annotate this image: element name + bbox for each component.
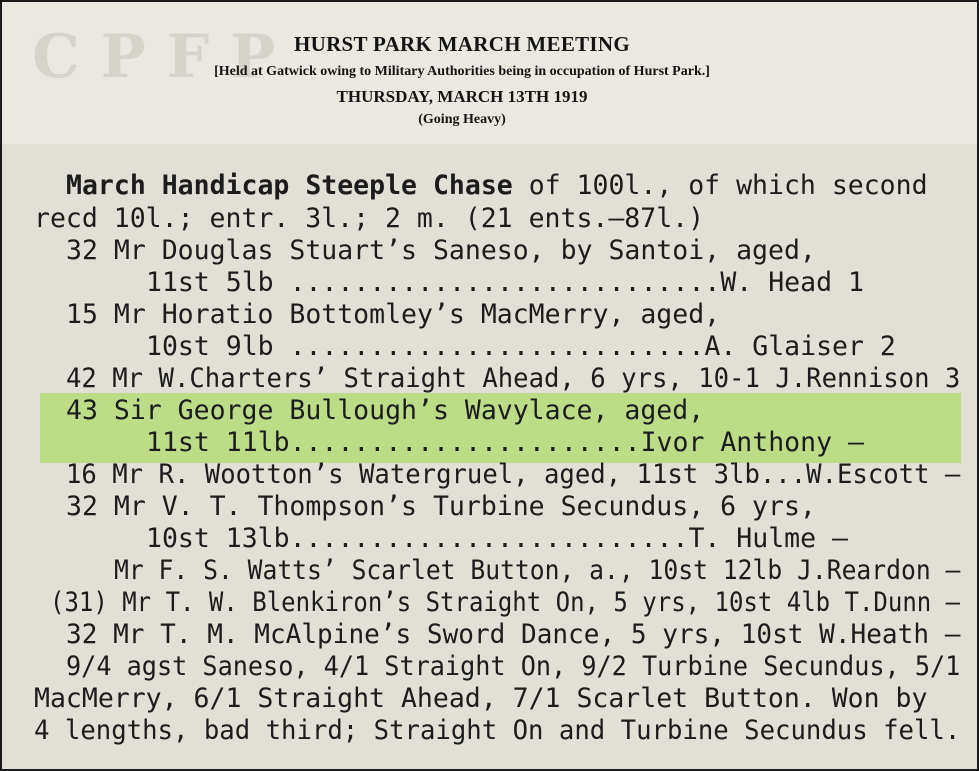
going-condition: (Going Heavy)	[418, 112, 506, 127]
meeting-note: [Held at Gatwick owing to Military Authorities being in occupation of Hurst Park.]	[214, 64, 710, 79]
entry-line: 16 Mr R. Wootton’s Watergruel, aged, 11st 3lb...W.Escott –	[66, 459, 961, 490]
meeting-date: THURSDAY, MARCH 13TH 1919	[336, 87, 588, 106]
entry-line: 42 Mr W.Charters’ Straight Ahead, 6 yrs, 10-1 J.Rennison 3	[66, 363, 961, 394]
meeting-title: HURST PARK MARCH MEETING	[293, 32, 631, 56]
betting-line: 4 lengths, bad third; Straight On and Turbine Secundus fell.	[34, 715, 961, 746]
entry-line: 10st 13lb.........................T. Hulme –	[146, 523, 848, 554]
entry-line-highlighted: 43 Sir George Bullough’s Wavylace, aged,	[66, 395, 705, 426]
entry-line: 32 Mr T. M. McAlpine’s Sword Dance, 5 yrs, 10st W.Heath –	[66, 619, 961, 650]
race-heading	[66, 171, 928, 201]
entry-line: 10st 9lb ..........................A. Glaiser 2	[146, 331, 896, 362]
entry-line: (31) Mr T. W. Blenkiron’s Straight On, 5 yrs, 10st 4lb T.Dunn –	[50, 587, 961, 618]
race-terms-line: recd 10l.; entr. 3l.; 2 m. (21 ents.—87l.)	[34, 203, 705, 234]
entry-line-highlighted: 11st 11lb......................Ivor Anthony –	[146, 427, 864, 458]
entry-line: 32 Mr Douglas Stuart’s Saneso, by Santoi, aged,	[66, 235, 816, 266]
entry-line: 32 Mr V. T. Thompson’s Turbine Secundus, 6 yrs,	[66, 491, 816, 522]
entry-line: Mr F. S. Watts’ Scarlet Button, a., 10st 12lb J.Reardon –	[114, 555, 961, 586]
meeting-header	[2, 2, 977, 144]
race-terms: of 100l., of which second	[512, 170, 928, 201]
entry-line: 15 Mr Horatio Bottomley’s MacMerry, aged,	[66, 299, 721, 330]
race-name: March Handicap Steeple Chase	[66, 170, 513, 201]
race-result-text	[2, 144, 977, 769]
bleed-through-texture: C P F P	[32, 22, 276, 92]
entry-line: 11st 5lb ...........................W. Head 1	[146, 267, 864, 298]
betting-line: 9/4 agst Saneso, 4/1 Straight On, 9/2 Turbine Secundus, 5/1	[66, 651, 961, 682]
betting-line: MacMerry, 6/1 Straight Ahead, 7/1 Scarlet Button. Won by	[34, 683, 928, 714]
